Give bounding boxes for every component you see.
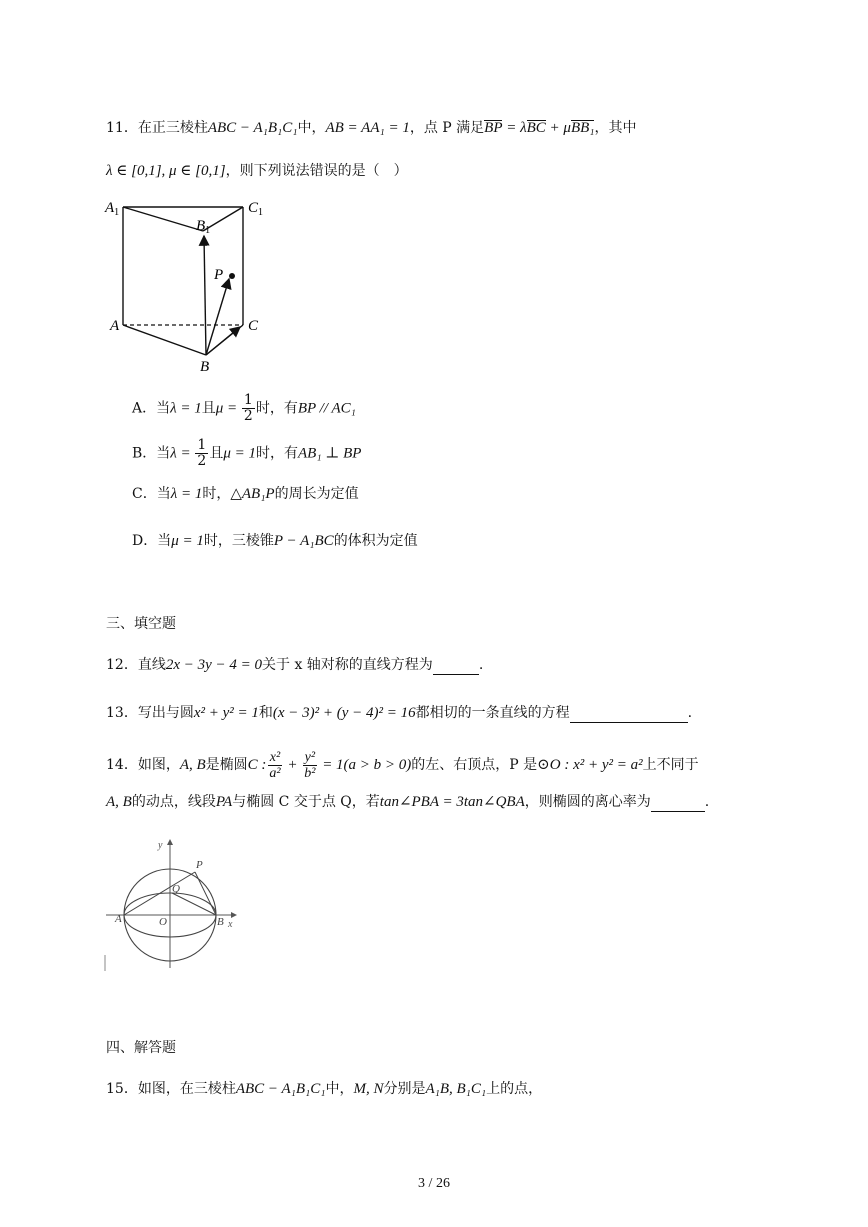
q11-vec-bb1: BB₁ bbox=[570, 120, 595, 136]
option-a-fraction bbox=[242, 393, 255, 424]
section-fill-in-heading: 三、填空题 bbox=[106, 616, 176, 632]
q14-frac-x bbox=[267, 750, 282, 781]
option-b-label: B． bbox=[132, 445, 157, 462]
page-current: 3 bbox=[418, 1176, 426, 1191]
fig-label-y: y bbox=[158, 840, 163, 851]
segment-p-b bbox=[195, 872, 216, 915]
q14-frac-x-num: x² bbox=[269, 749, 281, 765]
edge-a1-b1 bbox=[123, 207, 203, 231]
q14-line1 bbox=[106, 745, 699, 785]
option-d-math-1: μ = 1 bbox=[171, 533, 204, 549]
option-d-text-2: 时，三棱锥 bbox=[203, 533, 274, 549]
label-b: B bbox=[200, 359, 210, 375]
q13-text-4: . bbox=[687, 705, 693, 721]
q15-text-2: 中， bbox=[325, 1081, 354, 1097]
option-b-math-1: λ = bbox=[170, 445, 195, 462]
option-d-text-1: 当 bbox=[157, 533, 172, 549]
q11-option-d bbox=[132, 531, 418, 551]
vector-b-c bbox=[206, 327, 240, 355]
q14-text-8: . bbox=[704, 794, 710, 810]
page-separator: / bbox=[425, 1176, 436, 1191]
q14-text-6: 与椭圆 C 交于点 Q，若 bbox=[232, 794, 380, 810]
option-b-frac-num: 1 bbox=[197, 437, 207, 453]
q11-option-b bbox=[132, 438, 361, 468]
q12-equation: 2x − 3y − 4 = 0 bbox=[165, 657, 263, 673]
q14-math-ab-2: A, B bbox=[106, 794, 132, 810]
option-c-text-2: 时， bbox=[202, 486, 231, 502]
option-b-math-3: AB₁ ⊥ BP bbox=[298, 445, 362, 462]
q11-plus-mu: + μ bbox=[545, 120, 571, 136]
q11-question: ，则下列说法错误的是（ ） bbox=[225, 163, 408, 179]
label-b1: $B_1$ bbox=[196, 218, 211, 236]
q12-text-3: . bbox=[478, 657, 484, 673]
q12-number: 12． bbox=[106, 657, 138, 673]
q15-text-1: 如图，在三棱柱 bbox=[137, 1081, 236, 1097]
q11-number: 11． bbox=[106, 120, 138, 136]
section-solution-heading: 四、解答题 bbox=[106, 1040, 176, 1056]
label-c: C bbox=[248, 318, 259, 334]
q14-line2 bbox=[106, 792, 709, 812]
option-a-text-3: 时，有 bbox=[255, 400, 298, 417]
q14-number: 14． bbox=[106, 757, 138, 773]
q14-text-7: ，则椭圆的离心率为 bbox=[524, 794, 651, 810]
q14-frac-y bbox=[302, 750, 317, 781]
option-c-text-3: 的周长为定值 bbox=[274, 486, 359, 502]
q14-answer-blank[interactable] bbox=[651, 795, 705, 812]
q11-vec-bc: BC bbox=[526, 120, 546, 136]
q11-range: λ ∈ [0,1], μ ∈ [0,1] bbox=[106, 163, 226, 179]
fig-label-p: P bbox=[196, 859, 203, 871]
q12-text-1: 直线 bbox=[137, 657, 166, 673]
option-c-text-1: 当 bbox=[156, 486, 171, 502]
option-a-text-2: 且 bbox=[201, 400, 216, 417]
q14-frac-y-num: y² bbox=[304, 749, 316, 765]
option-a-math-3: BP // AC₁ bbox=[297, 400, 356, 417]
fig-label-q: Q bbox=[172, 883, 180, 895]
q14-math-pa: PA bbox=[215, 794, 233, 810]
q15-segments: A₁B, B₁C₁ bbox=[425, 1081, 487, 1097]
fig-label-o: O bbox=[159, 916, 167, 928]
option-d-math-2: P − A₁BC bbox=[273, 533, 334, 549]
q14-text-1: 如图， bbox=[137, 757, 180, 773]
point-p bbox=[229, 273, 235, 279]
q14-tan-condition: tan∠PBA = 3tan∠QBA bbox=[379, 794, 525, 810]
vector-b-b1 bbox=[204, 236, 206, 355]
option-d-text-3: 的体积为定值 bbox=[333, 533, 418, 549]
q11-option-c bbox=[132, 484, 359, 504]
option-a-text-1: 当 bbox=[156, 400, 171, 417]
q15-points: M, N bbox=[353, 1081, 384, 1097]
option-c-label: C． bbox=[132, 486, 157, 502]
option-a-math-1: λ = 1 bbox=[170, 400, 202, 417]
fig-label-b: B bbox=[217, 916, 224, 928]
option-b-text-2: 且 bbox=[209, 445, 224, 462]
q15 bbox=[106, 1079, 542, 1099]
prism-figure bbox=[100, 195, 270, 375]
q11-intro-d: ，其中 bbox=[594, 120, 637, 136]
q13-number: 13． bbox=[106, 705, 138, 721]
label-a1: $A_1$ bbox=[105, 200, 120, 218]
q15-text-4: 上的点， bbox=[486, 1081, 543, 1097]
q11-option-a bbox=[132, 393, 356, 423]
option-b-text-1: 当 bbox=[156, 445, 171, 462]
q14-frac-x-den: a² bbox=[269, 765, 281, 781]
label-p: P bbox=[214, 267, 224, 283]
option-c-math-2: △AB₁P bbox=[230, 486, 275, 502]
option-a-frac-den: 2 bbox=[243, 408, 253, 424]
q14-frac-y-den: b² bbox=[304, 765, 316, 781]
option-a-math-2: μ = bbox=[215, 400, 241, 417]
option-b-frac-den: 2 bbox=[197, 453, 207, 469]
option-a-label: A． bbox=[132, 400, 157, 417]
q13-text-2: 和 bbox=[258, 705, 273, 721]
q11-intro-a: 在正三棱柱 bbox=[137, 120, 208, 136]
q15-prism: ABC − A₁B₁C₁ bbox=[235, 1081, 326, 1097]
q14-circle-o: ⊙O : x² + y² = a² bbox=[537, 757, 643, 773]
q14-text-3: 的左、右顶点，P 是 bbox=[411, 757, 538, 773]
q12 bbox=[106, 655, 483, 675]
q14-ellipse-c: C : bbox=[247, 757, 267, 773]
q11-vec-bp: BP bbox=[484, 120, 503, 136]
page-number bbox=[0, 1176, 868, 1192]
q13-answer-blank[interactable] bbox=[570, 706, 688, 723]
q14-text-4: 上不同于 bbox=[642, 757, 699, 773]
q14-ellipse-condition: = 1(a > b > 0) bbox=[318, 757, 412, 773]
page-total: 26 bbox=[435, 1176, 450, 1191]
q11-line2 bbox=[106, 161, 408, 181]
option-a-frac-num: 1 bbox=[243, 392, 253, 408]
option-d-label: D． bbox=[132, 533, 158, 549]
option-c-math-1: λ = 1 bbox=[170, 486, 203, 502]
q12-text-2: 关于 x 轴对称的直线方程为 bbox=[262, 657, 433, 673]
q13-text-3: 都相切的一条直线的方程 bbox=[415, 705, 570, 721]
q11-prism-name: ABC − A₁B₁C₁ bbox=[207, 120, 298, 136]
q11-condition: AB = AA₁ = 1 bbox=[325, 120, 410, 136]
q11-intro-b: 中， bbox=[297, 120, 326, 136]
q11-line1 bbox=[106, 118, 636, 138]
q15-number: 15． bbox=[106, 1081, 138, 1097]
fig-label-x: x bbox=[228, 919, 233, 930]
ellipse-figure bbox=[100, 828, 250, 978]
q13-circle-1: x² + y² = 1 bbox=[193, 705, 259, 721]
q14-plus: + bbox=[283, 757, 302, 773]
q13-circle-2: (x − 3)² + (y − 4)² = 16 bbox=[272, 705, 416, 721]
q14-text-2: 是椭圆 bbox=[205, 757, 248, 773]
q11-eq-lambda: = λ bbox=[502, 120, 527, 136]
label-c1: $C_1$ bbox=[248, 200, 264, 218]
q12-answer-blank[interactable] bbox=[433, 658, 479, 675]
q14-text-5: 的动点，线段 bbox=[131, 794, 216, 810]
q14-math-ab: A, B bbox=[179, 757, 206, 773]
label-a: A bbox=[110, 318, 120, 334]
q13-text-1: 写出与圆 bbox=[137, 705, 194, 721]
q13 bbox=[106, 703, 692, 723]
vector-b-p bbox=[206, 279, 229, 355]
q11-intro-c: ，点 P 满足 bbox=[409, 120, 485, 136]
option-b-text-3: 时，有 bbox=[256, 445, 298, 462]
fig-label-a: A bbox=[115, 913, 122, 925]
option-b-fraction bbox=[195, 438, 208, 469]
q15-text-3: 分别是 bbox=[383, 1081, 426, 1097]
option-b-math-2: μ = 1 bbox=[223, 445, 256, 462]
edge-a-b bbox=[123, 325, 206, 355]
